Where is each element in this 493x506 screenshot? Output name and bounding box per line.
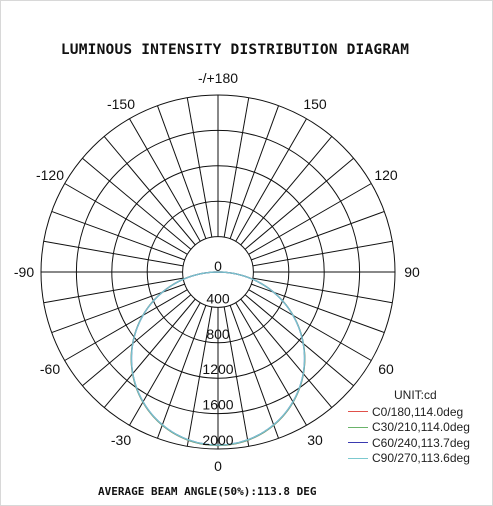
angle-label: 120	[374, 167, 398, 183]
legend-item	[348, 404, 488, 420]
angle-label: 90	[404, 264, 420, 280]
angle-label: -150	[106, 96, 136, 112]
angle-label: -30	[110, 432, 132, 448]
angle-label: -60	[39, 361, 61, 377]
grid-spoke	[52, 211, 185, 259]
grid-spoke	[44, 278, 183, 303]
angle-label: 60	[378, 361, 394, 377]
legend-swatch	[348, 427, 368, 428]
grid-spoke	[236, 119, 307, 242]
legend-label: C0/180,114.0deg	[372, 404, 464, 419]
legend-label: C60/240,113.7deg	[372, 435, 470, 450]
grid-spoke	[253, 278, 392, 303]
legend-unit-label: UNIT:cd	[394, 388, 437, 402]
angle-label: -90	[13, 264, 35, 280]
grid-spoke	[224, 98, 249, 237]
legend-rows	[348, 404, 488, 466]
grid-spoke	[130, 119, 201, 242]
legend-swatch	[348, 442, 368, 443]
angle-label: -/+180	[197, 70, 239, 86]
grid-spoke	[157, 106, 205, 239]
angle-label: 30	[307, 432, 323, 448]
legend-label: C90/270,113.6deg	[372, 451, 470, 466]
grid-spoke	[52, 284, 185, 332]
angle-label: 150	[303, 96, 327, 112]
radial-tick-label: 2000	[202, 432, 234, 448]
chart-title: LUMINOUS INTENSITY DISTRIBUTION DIAGRAM	[60, 42, 410, 58]
grid-spoke	[230, 305, 278, 438]
beam-angle-summary: AVERAGE BEAM ANGLE(50%):113.8 DEG	[98, 485, 317, 498]
legend-label: C30/210,114.0deg	[372, 420, 470, 435]
grid-spoke	[249, 184, 372, 255]
grid-spoke	[251, 211, 384, 259]
radial-tick-label: 400	[206, 290, 230, 307]
grid-spoke	[187, 98, 212, 237]
grid-spoke	[249, 290, 372, 361]
angle-label: 0	[214, 458, 222, 474]
legend-swatch	[348, 411, 368, 412]
legend-item	[348, 451, 488, 467]
radial-tick-label: 1600	[202, 396, 234, 413]
legend-item	[348, 420, 488, 436]
legend-item	[348, 435, 488, 451]
grid-spoke	[157, 305, 205, 438]
radial-tick-label: 0	[214, 258, 222, 274]
grid-spoke	[44, 241, 183, 266]
grid-spoke	[245, 295, 353, 386]
angle-label: -120	[35, 167, 65, 183]
grid-spoke	[65, 184, 188, 255]
grid-spoke	[241, 299, 332, 407]
grid-spoke	[104, 299, 195, 407]
grid-spoke	[245, 158, 353, 249]
radial-tick-label: 800	[206, 325, 230, 342]
grid-spoke	[253, 241, 392, 266]
radial-tick-label: 1200	[202, 361, 234, 378]
grid-spoke	[230, 106, 278, 239]
grid-spoke	[65, 290, 188, 361]
grid-spoke	[241, 136, 332, 244]
legend	[348, 388, 488, 466]
grid-spoke	[82, 295, 190, 386]
grid-spoke	[104, 136, 195, 244]
grid-spoke	[251, 284, 384, 332]
legend-swatch	[348, 458, 368, 459]
grid-spoke	[82, 158, 190, 249]
